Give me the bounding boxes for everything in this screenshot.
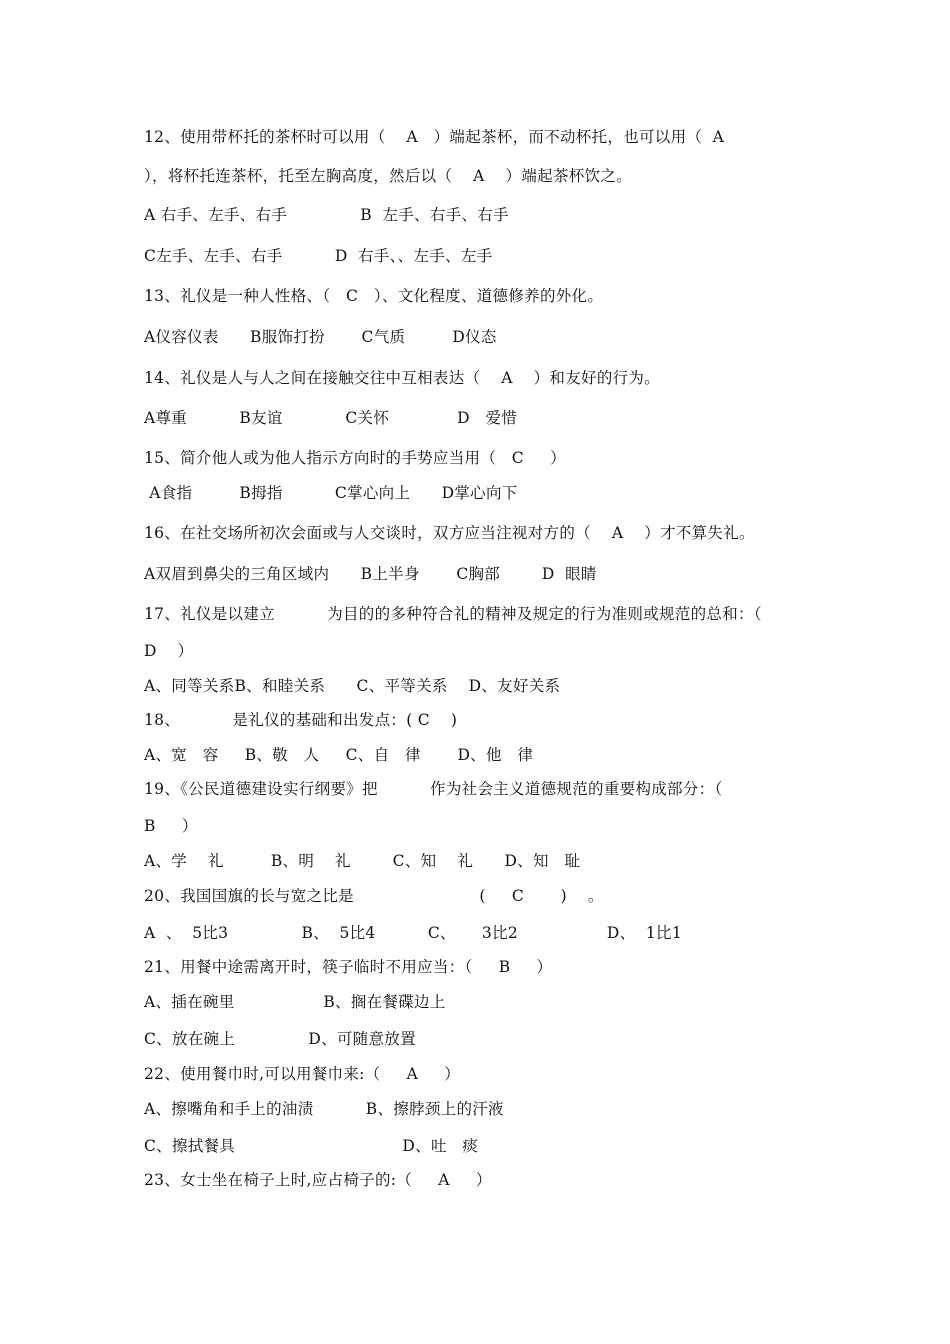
question-22-options-cd: C、擦拭餐具 D、吐 痰: [144, 1137, 479, 1155]
question-23: 23、女士坐在椅子上时,应占椅子的:（ A ）: [144, 1171, 492, 1189]
question-22: 22、使用餐巾时,可以用餐巾来:（ A ）: [144, 1065, 461, 1083]
question-21-options-cd: C、放在碗上 D、可随意放置: [144, 1030, 416, 1048]
question-18-options: A、宽 容 B、敬 人 C、自 律 D、他 律: [144, 746, 534, 764]
question-14-options: A尊重 B友谊 C关怀 D 爱惜: [144, 409, 518, 427]
question-12-line-1: 12、使用带杯托的茶杯时可以用（ A ）端起茶杯，而不动杯托，也可以用（ A: [144, 128, 725, 146]
question-20: 20、我国国旗的长与宽之比是 ( C ) 。: [144, 887, 604, 905]
question-17-options: A、同等关系B、和睦关系 C、平等关系 D、友好关系: [144, 677, 561, 695]
question-13: 13、礼仪是一种人性格、（ C ）、文化程度、道德修养的外化。: [144, 287, 604, 305]
question-19-line-1: 19、《公民道德建设实行纲要》把 作为社会主义道德规范的重要构成部分：（: [144, 780, 723, 798]
question-15-options: A食指 B拇指 C掌心向上 D掌心向下: [144, 484, 518, 502]
question-17-line-1: 17、礼仪是以建立 为目的的多种符合礼的精神及规定的行为准则或规范的总和：（: [144, 605, 762, 623]
question-21-options-ab: A、插在碗里 B、搁在餐碟边上: [144, 993, 446, 1011]
question-17-line-2: D ）: [144, 642, 194, 660]
question-19-line-2: B ）: [144, 817, 198, 835]
question-12-line-2: ），将杯托连茶杯，托至左胸高度，然后以（ A ）端起茶杯饮之。: [144, 167, 632, 185]
question-18: 18、 是礼仪的基础和出发点：( C ): [144, 711, 458, 729]
question-13-options: A仪容仪表 B服饰打扮 C气质 D仪态: [144, 328, 497, 346]
question-21: 21、用餐中途需离开时，筷子临时不用应当：（ B ）: [144, 958, 553, 976]
question-16-options: A双眉到鼻尖的三角区域内 B上半身 C胸部 D 眼睛: [144, 565, 597, 583]
question-16: 16、在社交场所初次会面或与人交谈时，双方应当注视对方的（ A ）才不算失礼。: [144, 524, 755, 542]
question-12-options-ab: A 右手、左手、右手 B 左手、右手、右手: [144, 206, 509, 224]
question-20-options: A 、 5比3 B、 5比4 C、 3比2 D、 1比1: [144, 924, 683, 942]
question-22-options-ab: A、擦嘴角和手上的油渍 B、擦脖颈上的汗液: [144, 1100, 504, 1118]
question-19-options: A、学 礼 B、明 礼 C、知 礼 D、知 耻: [144, 852, 581, 870]
question-12-options-cd: C左手、左手、右手 D 右手、、左手、左手: [144, 247, 493, 265]
question-14: 14、礼仪是人与人之间在接触交往中互相表达（ A ）和友好的行为。: [144, 369, 661, 387]
question-15: 15、简介他人或为他人指示方向时的手势应当用（ C ）: [144, 449, 566, 467]
